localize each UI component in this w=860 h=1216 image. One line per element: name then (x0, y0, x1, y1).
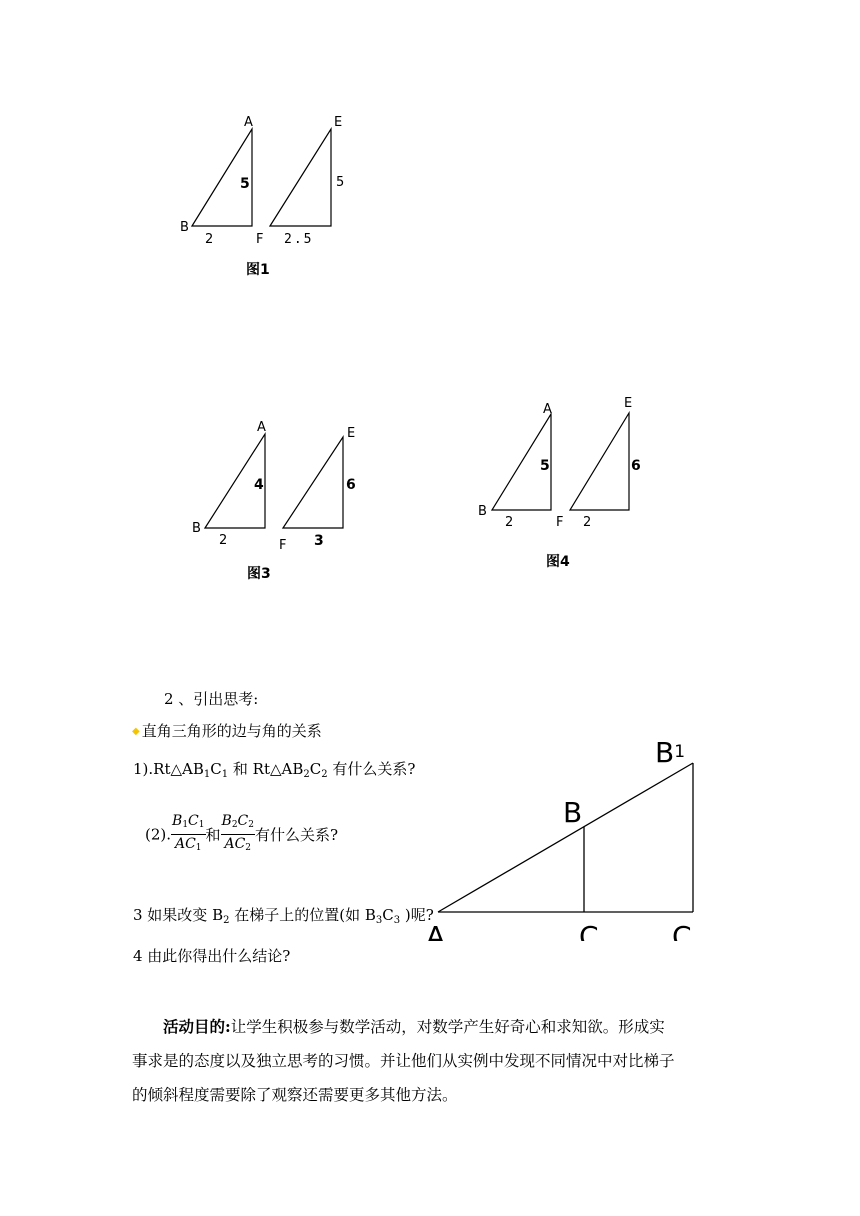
label-b: B (563, 796, 583, 829)
right-base-length: 3 (314, 533, 324, 549)
left-vertical-length: 5 (240, 176, 250, 192)
label-b1: B1 (655, 736, 686, 769)
left-base-length: 2 (505, 515, 514, 530)
question-3: 3 如果改变 $B_2$ 在梯子上的位置(如 $B_3C_3$ )呢? (133, 906, 434, 926)
label-b: B (192, 521, 201, 536)
label-e: E (624, 396, 633, 411)
ladder-hypotenuse (438, 763, 693, 912)
figure-caption: 图4 (546, 554, 570, 570)
bullet-item: ◆ 直角三角形的边与角的关系 (132, 722, 322, 740)
activity-paragraph (132, 1010, 732, 1044)
fraction-2: $\frac{B_2C_2}{AC_2}$ (221, 813, 254, 853)
label-c-mid: C (579, 920, 599, 953)
left-base-length: 2 (205, 232, 214, 247)
label-e: E (347, 426, 356, 441)
fraction-1: $\frac{B_1C_1}{AC_1}$ (172, 813, 205, 853)
activity-line-1: 让学生积极参与数学活动，对数学产生好奇心和求知欲。形成实 (230, 1018, 665, 1036)
label-a: A (257, 420, 266, 435)
label-b: B (478, 504, 487, 519)
question-1: $1).Rt\triangle AB_1C_1$ 和 $Rt\triangle AB_2C_2$ 有什么关系? (133, 760, 416, 780)
figure-caption: 图1 (246, 262, 270, 278)
label-c-right: C (672, 920, 692, 953)
label-a: A (426, 920, 446, 953)
question-4: 4 由此你得出什么结论? (133, 947, 291, 965)
label-a: A (244, 115, 253, 130)
activity-line-2: 事求是的态度以及独立思考的习惯。并让他们从实例中发现不同情况中对比梯子 (132, 1052, 675, 1070)
right-vertical-length: 5 (336, 175, 345, 190)
activity-line-3: 的倾斜程度需要除了观察还需要更多其他方法。 (132, 1086, 458, 1104)
right-base-length: 2 (583, 515, 592, 530)
right-vertical-length: 6 (346, 477, 356, 493)
bullet-icon: ◆ (132, 726, 140, 737)
activity-label: 活动目的: (163, 1017, 231, 1036)
left-vertical-length: 4 (254, 477, 264, 493)
label-f: F (279, 538, 287, 553)
question-2: (2). $\frac{B_1C_1}{AC_1}$ 和 $\frac{B_2C_2}{AC_2}$ 有什么关系? (145, 812, 338, 857)
left-vertical-length: 5 (540, 458, 550, 474)
right-base-length: 2.5 (284, 232, 314, 247)
label-e: E (334, 115, 343, 130)
section-heading: 2 、引出思考: (164, 690, 259, 708)
label-f: F (556, 515, 564, 530)
right-vertical-length: 6 (631, 458, 641, 474)
label-a: A (543, 402, 552, 417)
label-b: B (180, 220, 189, 235)
left-base-length: 2 (219, 533, 228, 548)
label-f: F (256, 232, 264, 247)
figure-caption: 图3 (247, 566, 271, 582)
